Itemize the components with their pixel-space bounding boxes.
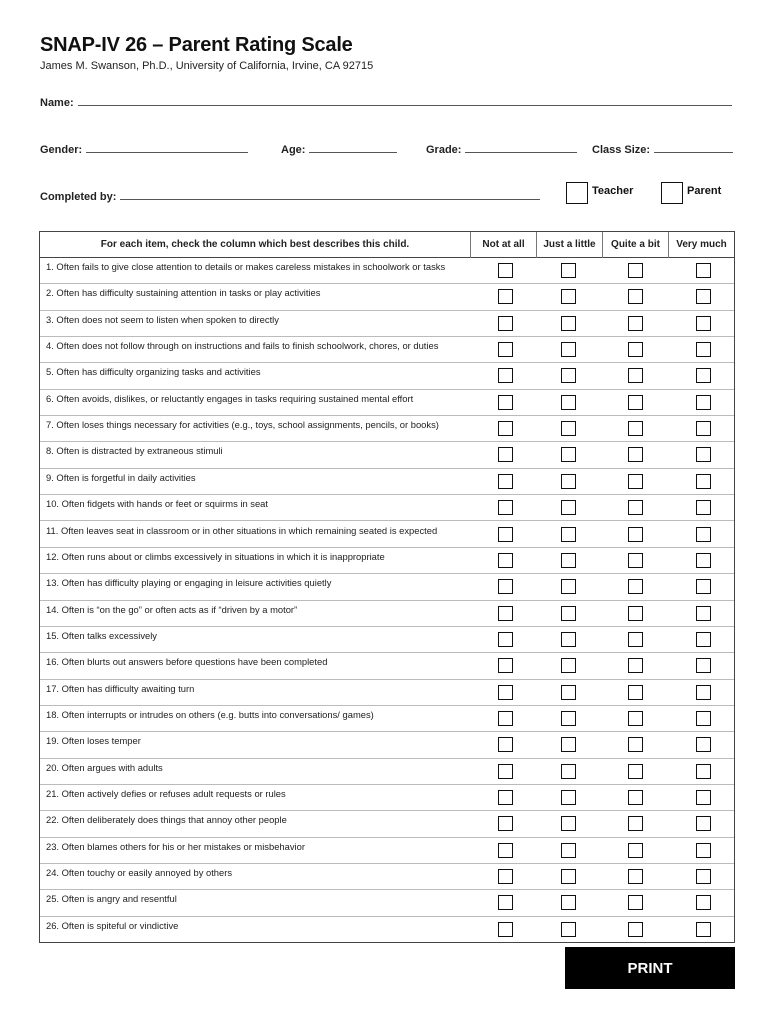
age-row <box>281 142 397 156</box>
rating-checkbox-quite-a-bit[interactable] <box>628 606 643 621</box>
rating-checkbox-very-much[interactable] <box>696 579 711 594</box>
rating-checkbox-not-at-all[interactable] <box>498 316 513 331</box>
table-row <box>40 811 734 837</box>
rating-checkbox-quite-a-bit[interactable] <box>628 553 643 568</box>
item-text: 15. Often talks excessively <box>46 629 157 641</box>
rating-checkbox-just-a-little[interactable] <box>561 869 576 884</box>
item-text: 11. Often leaves seat in classroom or in other situations in which remaining seated is expected <box>46 524 438 536</box>
gender-label: Gender: <box>40 144 83 156</box>
rating-checkbox-not-at-all[interactable] <box>498 342 513 357</box>
item-text: 9. Often is forgetful in daily activities <box>46 471 196 483</box>
rating-checkbox-quite-a-bit[interactable] <box>628 658 643 673</box>
rating-checkbox-just-a-little[interactable] <box>561 316 576 331</box>
table-row <box>40 574 734 600</box>
rating-checkbox-not-at-all[interactable] <box>498 843 513 858</box>
rating-checkbox-quite-a-bit[interactable] <box>628 790 643 805</box>
item-text: 17. Often has difficulty awaiting turn <box>46 682 195 694</box>
rating-checkbox-not-at-all[interactable] <box>498 421 513 436</box>
rating-checkbox-quite-a-bit[interactable] <box>628 421 643 436</box>
rating-checkbox-not-at-all[interactable] <box>498 527 513 542</box>
rating-checkbox-just-a-little[interactable] <box>561 289 576 304</box>
table-row <box>40 258 734 284</box>
rating-checkbox-quite-a-bit[interactable] <box>628 474 643 489</box>
rating-checkbox-very-much[interactable] <box>696 421 711 436</box>
rating-checkbox-just-a-little[interactable] <box>561 474 576 489</box>
grade-row <box>426 142 577 156</box>
rating-checkbox-just-a-little[interactable] <box>561 737 576 752</box>
table-row <box>40 601 734 627</box>
rating-checkbox-quite-a-bit[interactable] <box>628 447 643 462</box>
print-button[interactable]: PRINT <box>565 947 735 989</box>
rating-checkbox-quite-a-bit[interactable] <box>628 843 643 858</box>
rating-table <box>39 231 735 943</box>
table-row <box>40 706 734 732</box>
rating-checkbox-very-much[interactable] <box>696 790 711 805</box>
rating-checkbox-quite-a-bit[interactable] <box>628 342 643 357</box>
rating-checkbox-quite-a-bit[interactable] <box>628 527 643 542</box>
rating-checkbox-not-at-all[interactable] <box>498 869 513 884</box>
role-option-parent[interactable] <box>661 182 721 204</box>
rating-checkbox-just-a-little[interactable] <box>561 579 576 594</box>
rating-checkbox-quite-a-bit[interactable] <box>628 316 643 331</box>
rating-checkbox-very-much[interactable] <box>696 500 711 515</box>
rating-checkbox-not-at-all[interactable] <box>498 395 513 410</box>
column-header-not-at-all: Not at all <box>470 232 536 258</box>
rating-checkbox-just-a-little[interactable] <box>561 843 576 858</box>
rating-checkbox-just-a-little[interactable] <box>561 500 576 515</box>
rating-checkbox-very-much[interactable] <box>696 843 711 858</box>
completed-by-input-line[interactable] <box>120 189 540 200</box>
rating-checkbox-just-a-little[interactable] <box>561 447 576 462</box>
rating-checkbox-very-much[interactable] <box>696 447 711 462</box>
rating-checkbox-quite-a-bit[interactable] <box>628 737 643 752</box>
item-text: 18. Often interrupts or intrudes on others (e.g. butts into conversations/ games) <box>46 708 374 720</box>
rating-checkbox-very-much[interactable] <box>696 527 711 542</box>
rating-checkbox-very-much[interactable] <box>696 395 711 410</box>
rating-checkbox-very-much[interactable] <box>696 474 711 489</box>
age-input-line[interactable] <box>309 142 397 153</box>
item-text: 12. Often runs about or climbs excessively in situations in which it is inappropriate <box>46 550 385 562</box>
rating-checkbox-not-at-all[interactable] <box>498 895 513 910</box>
rating-checkbox-very-much[interactable] <box>696 658 711 673</box>
rating-checkbox-just-a-little[interactable] <box>561 342 576 357</box>
table-row <box>40 864 734 890</box>
table-row <box>40 890 734 916</box>
rating-checkbox-very-much[interactable] <box>696 289 711 304</box>
gender-input-line[interactable] <box>86 142 248 153</box>
column-header-just-a-little: Just a little <box>536 232 602 258</box>
rating-checkbox-not-at-all[interactable] <box>498 447 513 462</box>
rating-checkbox-not-at-all[interactable] <box>498 711 513 726</box>
rating-checkbox-quite-a-bit[interactable] <box>628 500 643 515</box>
item-text: 5. Often has difficulty organizing tasks and activities <box>46 366 261 378</box>
item-text: 25. Often is angry and resentful <box>46 893 177 905</box>
rating-checkbox-very-much[interactable] <box>696 342 711 357</box>
rating-checkbox-very-much[interactable] <box>696 368 711 383</box>
rating-checkbox-not-at-all[interactable] <box>498 289 513 304</box>
rating-checkbox-not-at-all[interactable] <box>498 579 513 594</box>
rating-checkbox-not-at-all[interactable] <box>498 816 513 831</box>
table-row <box>40 732 734 758</box>
table-row <box>40 785 734 811</box>
rating-checkbox-just-a-little[interactable] <box>561 685 576 700</box>
class-size-input-line[interactable] <box>654 142 733 153</box>
rating-checkbox-very-much[interactable] <box>696 737 711 752</box>
table-row <box>40 838 734 864</box>
rating-checkbox-quite-a-bit[interactable] <box>628 685 643 700</box>
table-row <box>40 284 734 310</box>
rating-checkbox-not-at-all[interactable] <box>498 500 513 515</box>
column-header-quite-a-bit: Quite a bit <box>602 232 668 258</box>
rating-checkbox-not-at-all[interactable] <box>498 658 513 673</box>
rating-checkbox-quite-a-bit[interactable] <box>628 289 643 304</box>
name-input-line[interactable] <box>78 95 732 106</box>
table-row <box>40 337 734 363</box>
rating-checkbox-very-much[interactable] <box>696 632 711 647</box>
item-text: 20. Often argues with adults <box>46 761 163 773</box>
table-row <box>40 311 734 337</box>
role-option-teacher[interactable] <box>566 182 633 204</box>
author-credit: James M. Swanson, Ph.D., University of California, Irvine, CA 92715 <box>40 60 374 72</box>
item-text: 1. Often fails to give close attention to details or makes careless mistakes in schoolwork or tasks <box>46 261 446 272</box>
rating-checkbox-quite-a-bit[interactable] <box>628 263 643 278</box>
table-row <box>40 759 734 785</box>
rating-checkbox-not-at-all[interactable] <box>498 764 513 779</box>
age-label: Age: <box>281 144 306 156</box>
completed-by-label: Completed by: <box>40 191 117 203</box>
rating-checkbox-just-a-little[interactable] <box>561 421 576 436</box>
grade-label: Grade: <box>426 144 462 156</box>
column-header-very-much: Very much <box>668 232 734 258</box>
rating-checkbox-quite-a-bit[interactable] <box>628 395 643 410</box>
parent-label: Parent <box>687 185 722 197</box>
table-row <box>40 390 734 416</box>
rating-checkbox-not-at-all[interactable] <box>498 790 513 805</box>
rating-checkbox-quite-a-bit[interactable] <box>628 869 643 884</box>
table-row <box>40 653 734 679</box>
rating-checkbox-quite-a-bit[interactable] <box>628 632 643 647</box>
name-label: Name: <box>40 97 74 109</box>
rating-checkbox-just-a-little[interactable] <box>561 527 576 542</box>
rating-checkbox-very-much[interactable] <box>696 606 711 621</box>
rating-checkbox-very-much[interactable] <box>696 922 711 937</box>
rating-checkbox-very-much[interactable] <box>696 869 711 884</box>
rating-checkbox-very-much[interactable] <box>696 685 711 700</box>
rating-checkbox-not-at-all[interactable] <box>498 685 513 700</box>
gender-row <box>40 142 248 156</box>
item-text: 7. Often loses things necessary for activities (e.g., toys, school assignments, pencils, or books) <box>46 419 439 431</box>
rating-checkbox-just-a-little[interactable] <box>561 764 576 779</box>
rating-checkbox-not-at-all[interactable] <box>498 737 513 752</box>
rating-checkbox-just-a-little[interactable] <box>561 368 576 383</box>
table-row <box>40 469 734 495</box>
rating-checkbox-just-a-little[interactable] <box>561 658 576 673</box>
rating-checkbox-just-a-little[interactable] <box>561 711 576 726</box>
item-text: 24. Often touchy or easily annoyed by others <box>46 867 233 879</box>
rating-checkbox-not-at-all[interactable] <box>498 474 513 489</box>
item-text: 14. Often is “on the go” or often acts as if “driven by a motor” <box>46 603 298 615</box>
table-instruction: For each item, check the column which best describes this child. <box>100 239 410 250</box>
item-text: 23. Often blames others for his or her mistakes or misbehavior <box>46 840 305 852</box>
rating-checkbox-very-much[interactable] <box>696 816 711 831</box>
page-title: SNAP-IV 26 – Parent Rating Scale <box>40 34 353 56</box>
item-text: 10. Often fidgets with hands or feet or squirms in seat <box>46 498 268 510</box>
table-row <box>40 627 734 653</box>
grade-input-line[interactable] <box>465 142 577 153</box>
rating-checkbox-not-at-all[interactable] <box>498 922 513 937</box>
table-row <box>40 548 734 574</box>
item-text: 2. Often has difficulty sustaining attention in tasks or play activities <box>46 287 321 299</box>
table-row <box>40 495 734 521</box>
item-text: 16. Often blurts out answers before questions have been completed <box>46 656 328 668</box>
class-size-label: Class Size: <box>592 144 651 156</box>
rating-checkbox-very-much[interactable] <box>696 764 711 779</box>
item-text: 13. Often has difficulty playing or engaging in leisure activities quietly <box>46 577 332 589</box>
rating-checkbox-quite-a-bit[interactable] <box>628 816 643 831</box>
rating-checkbox-very-much[interactable] <box>696 711 711 726</box>
rating-checkbox-quite-a-bit[interactable] <box>628 711 643 726</box>
rating-checkbox-very-much[interactable] <box>696 895 711 910</box>
rating-checkbox-not-at-all[interactable] <box>498 263 513 278</box>
rating-checkbox-just-a-little[interactable] <box>561 553 576 568</box>
item-text: 6. Often avoids, dislikes, or reluctantly engages in tasks requiring sustained mental effort <box>46 392 414 404</box>
rating-checkbox-quite-a-bit[interactable] <box>628 764 643 779</box>
rating-checkbox-quite-a-bit[interactable] <box>628 368 643 383</box>
rating-checkbox-not-at-all[interactable] <box>498 368 513 383</box>
item-text: 26. Often is spiteful or vindictive <box>46 919 179 931</box>
name-row <box>40 95 732 109</box>
rating-checkbox-just-a-little[interactable] <box>561 895 576 910</box>
rating-checkbox-very-much[interactable] <box>696 553 711 568</box>
table-row <box>40 363 734 389</box>
rating-checkbox-just-a-little[interactable] <box>561 816 576 831</box>
rating-checkbox-quite-a-bit[interactable] <box>628 895 643 910</box>
item-text: 8. Often is distracted by extraneous stimuli <box>46 445 223 457</box>
rating-checkbox-not-at-all[interactable] <box>498 632 513 647</box>
rating-checkbox-just-a-little[interactable] <box>561 263 576 278</box>
rating-checkbox-not-at-all[interactable] <box>498 606 513 621</box>
teacher-label: Teacher <box>592 185 634 197</box>
item-text: 3. Often does not seem to listen when spoken to directly <box>46 313 279 325</box>
table-row <box>40 442 734 468</box>
table-row <box>40 522 734 548</box>
table-header <box>40 232 734 258</box>
table-row <box>40 917 734 943</box>
item-text: 22. Often deliberately does things that annoy other people <box>46 814 287 826</box>
rating-checkbox-quite-a-bit[interactable] <box>628 579 643 594</box>
rating-checkbox-very-much[interactable] <box>696 263 711 278</box>
item-text: 19. Often loses temper <box>46 735 141 747</box>
completed-by-row <box>40 189 540 203</box>
rating-checkbox-just-a-little[interactable] <box>561 395 576 410</box>
rating-checkbox-very-much[interactable] <box>696 316 711 331</box>
rating-checkbox-just-a-little[interactable] <box>561 632 576 647</box>
rating-checkbox-just-a-little[interactable] <box>561 606 576 621</box>
teacher-checkbox[interactable] <box>566 182 588 204</box>
rating-checkbox-just-a-little[interactable] <box>561 790 576 805</box>
table-row <box>40 416 734 442</box>
parent-checkbox[interactable] <box>661 182 683 204</box>
class-size-row <box>592 142 733 156</box>
item-text: 21. Often actively defies or refuses adult requests or rules <box>46 788 286 799</box>
item-text: 4. Often does not follow through on instructions and fails to finish schoolwork, chores, or duties <box>46 340 439 352</box>
table-row <box>40 680 734 706</box>
rating-checkbox-just-a-little[interactable] <box>561 922 576 937</box>
rating-checkbox-not-at-all[interactable] <box>498 553 513 568</box>
rating-checkbox-quite-a-bit[interactable] <box>628 922 643 937</box>
